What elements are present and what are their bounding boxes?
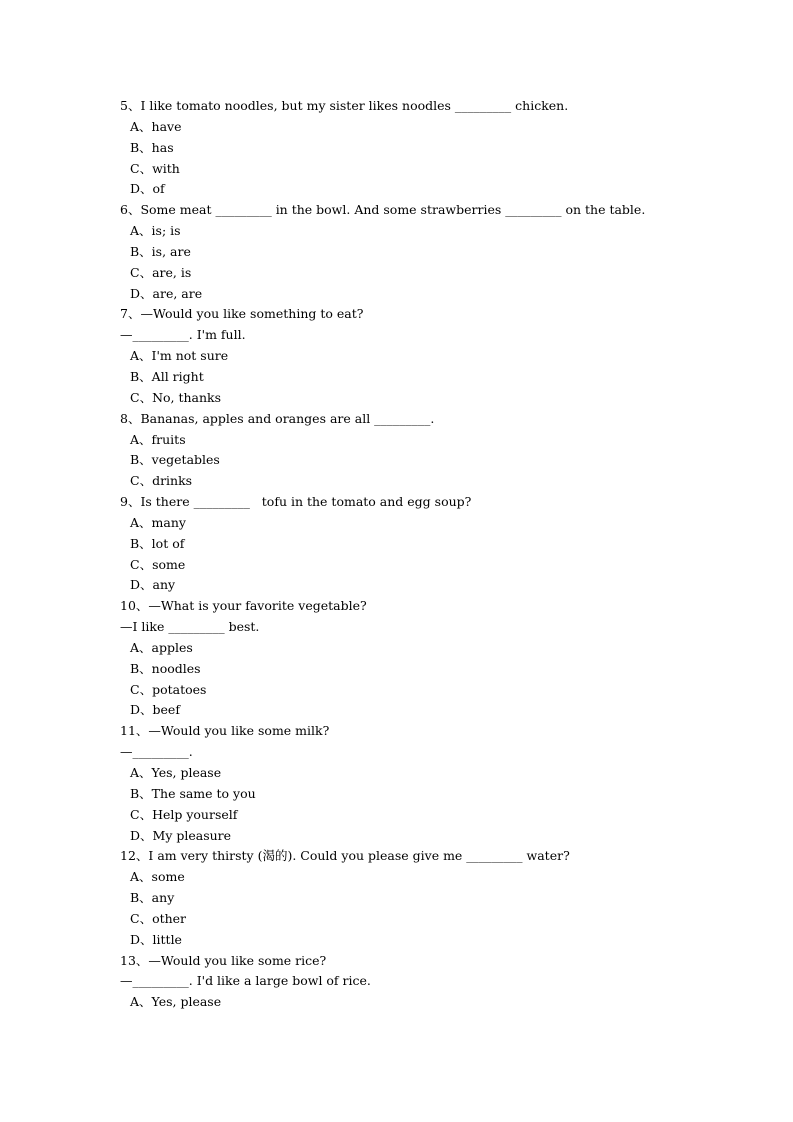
- question-text: —_________. I'd like a large bowl of rice.: [120, 973, 371, 989]
- question-text: —I like _________ best.: [120, 619, 260, 635]
- answer-option: D、of: [130, 181, 165, 197]
- answer-option: A、have: [130, 118, 182, 134]
- answer-option: B、vegetables: [130, 452, 220, 468]
- question-text: 10、—What is your favorite vegetable?: [120, 598, 367, 614]
- answer-option: A、Yes, please: [130, 994, 222, 1010]
- question-text: 11、—Would you like some milk?: [120, 723, 330, 739]
- answer-option: A、apples: [130, 639, 193, 655]
- answer-option: B、lot of: [130, 535, 185, 551]
- answer-option: C、potatoes: [130, 681, 207, 697]
- answer-option: A、some: [130, 869, 185, 885]
- answer-option: A、fruits: [130, 431, 186, 447]
- answer-option: B、The same to you: [130, 785, 256, 801]
- answer-option: C、drinks: [130, 473, 193, 489]
- answer-option: A、many: [130, 514, 186, 530]
- question-text: —_________.: [120, 744, 193, 760]
- question-text: 5、I like tomato noodles, but my sister likes noodles _________ chicken.: [120, 98, 569, 113]
- answer-option: C、other: [130, 910, 187, 926]
- question-text: 8、Bananas, apples and oranges are all _________.: [120, 410, 435, 426]
- answer-option: C、are, is: [130, 264, 192, 280]
- answer-option: C、some: [130, 556, 186, 572]
- answer-option: B、All right: [130, 368, 204, 384]
- answer-option: D、any: [130, 577, 176, 593]
- answer-option: A、is; is: [130, 223, 181, 239]
- answer-option: B、noodles: [130, 660, 201, 676]
- question-text: 9、Is there _________ tofu in the tomato and egg soup?: [120, 494, 472, 510]
- answer-option: B、any: [130, 890, 175, 906]
- answer-option: C、Help yourself: [130, 806, 238, 822]
- answer-option: C、No, thanks: [130, 389, 222, 405]
- question-text: 13、—Would you like some rice?: [120, 952, 327, 968]
- answer-option: C、with: [130, 160, 180, 176]
- answer-option: A、I'm not sure: [130, 348, 229, 364]
- question-text: 12、I am very thirsty (渴的). Could you please give me _________ water?: [120, 848, 570, 864]
- answer-option: D、are, are: [130, 285, 203, 301]
- answer-option: A、Yes, please: [130, 765, 222, 780]
- question-text: —_________. I'm full.: [120, 327, 246, 343]
- answer-option: D、My pleasure: [130, 827, 232, 843]
- answer-option: D、beef: [130, 702, 180, 718]
- answer-option: B、is, are: [130, 243, 191, 259]
- question-text: 6、Some meat _________ in the bowl. And some strawberries _________ on the table.: [120, 202, 646, 218]
- answer-option: D、little: [130, 931, 182, 947]
- exercise-page: [120, 96, 720, 1013]
- answer-option: B、has: [130, 139, 174, 155]
- question-text: 7、—Would you like something to eat?: [120, 306, 364, 322]
